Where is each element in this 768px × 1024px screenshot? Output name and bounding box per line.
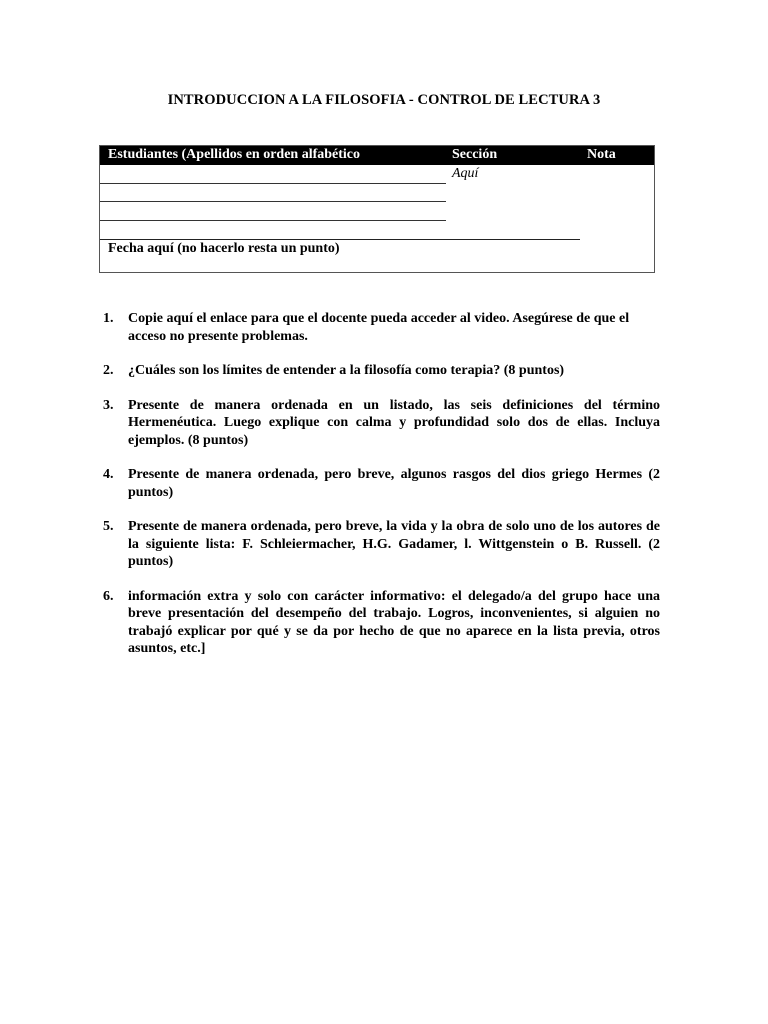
question-number: 4. <box>103 467 114 482</box>
date-label: Fecha aquí (no hacerlo resta un punto) <box>108 241 340 256</box>
question-item <box>103 466 660 501</box>
student-info-table <box>99 145 655 273</box>
question-number: 1. <box>103 311 114 326</box>
question-number: 2. <box>103 363 114 378</box>
question-list <box>103 310 660 675</box>
question-number: 5. <box>103 519 114 534</box>
question-number: 6. <box>103 588 114 604</box>
table-header-row <box>100 146 654 165</box>
question-item <box>103 362 660 380</box>
question-text: ¿Cuáles son los límites de entender a la filosofía como terapia? (8 puntos) <box>128 363 565 378</box>
student-name-line <box>100 201 446 202</box>
student-name-line <box>100 183 446 184</box>
question-item <box>103 518 660 571</box>
grade-column-header: Nota <box>587 147 616 162</box>
question-number: 3. <box>103 397 114 413</box>
question-item <box>103 397 660 450</box>
question-text: Presente de manera ordenada, pero breve, algunos rasgos del dios griego Hermes (2 puntos) <box>128 467 660 500</box>
question-text: Presente de manera ordenada, pero breve, la vida y la obra de solo uno de los autores de la siguiente lista: F. Schleiermacher, H.G. Gadamer, l. Wittgenstein o B. Russell. (2 puntos) <box>128 519 660 569</box>
question-item <box>103 588 660 658</box>
date-divider <box>100 239 580 240</box>
section-column-header: Sección <box>452 147 498 162</box>
question-text: Presente de manera ordenada en un listado, las seis definiciones del término Hermenéutica. Luego explique con calma y profundidad solo dos de ellas. Incluya ejemplos. (8 puntos) <box>128 397 660 448</box>
question-text: Copie aquí el enlace para que el docente pueda acceder al video. Asegúrese de que el acceso no presente problemas. <box>128 311 630 344</box>
document-title: INTRODUCCION A LA FILOSOFIA - CONTROL DE LECTURA 3 <box>167 92 601 108</box>
question-item <box>103 310 660 345</box>
section-value: Aquí <box>452 166 479 181</box>
question-text: información extra y solo con carácter informativo: el delegado/a del grupo hace una breve presentación del desempeño del trabajo. Logros, inconvenientes, si alguien no trabajó explicar por qué y se da por hecho de que no aparece en la lista previa, otros asuntos, etc.] <box>128 588 660 656</box>
student-name-line <box>100 220 446 221</box>
students-column-header: Estudiantes (Apellidos en orden alfabético <box>108 147 361 162</box>
